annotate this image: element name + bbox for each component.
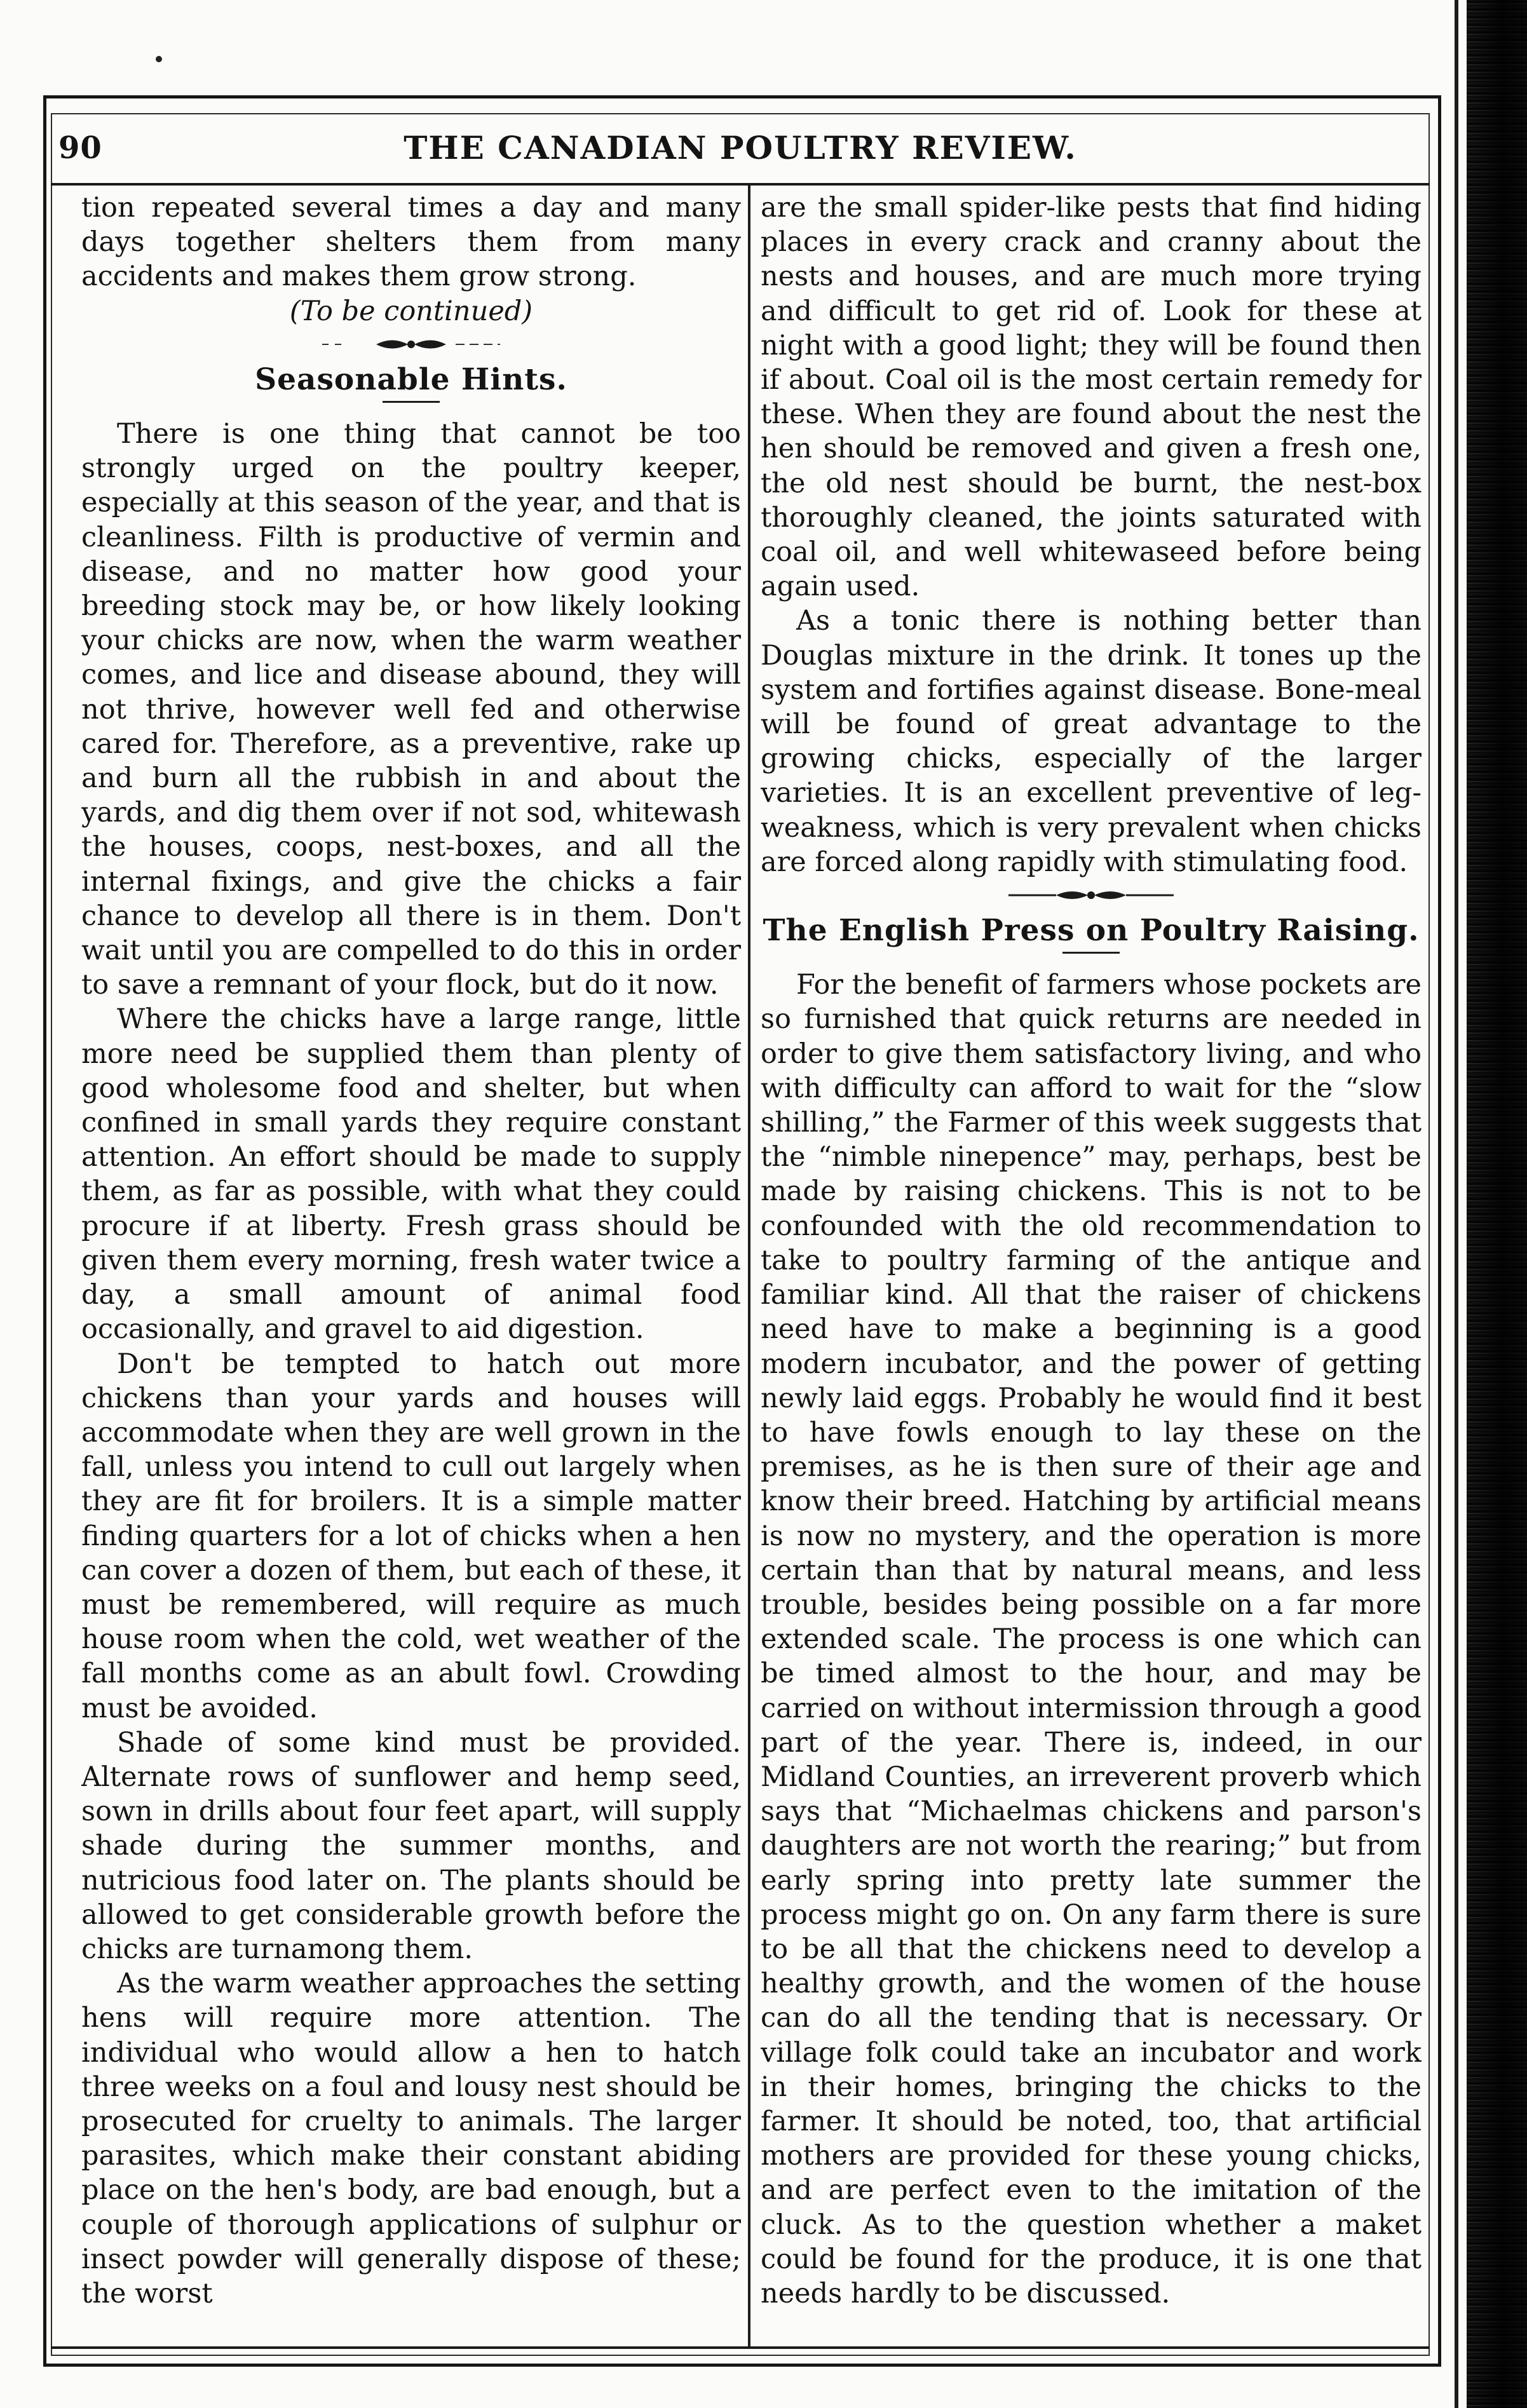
page-number: 90 [58,130,102,166]
running-title: THE CANADIAN POULTRY REVIEW. [404,129,1077,166]
page-header [51,118,1430,178]
section-heading-english-press: The English Press on Poultry Raising. [763,913,1420,949]
ink-speck [156,56,162,62]
paragraph: Don't be tempted to hatch out more chickens than your yards and houses will accommodate when they are well grown in the fall, unless you intend to cull out largely when they are fit for broilers. It is a simple matter finding quarters for a lot of chicks when a hen can cover a dozen of them, but each of these, it must be remembered, will require as much house room when the cold, wet weather of the fall months come as an abult fowl. Crowding must be avoided. [81,1348,741,1724]
paragraph: As the warm weather approaches the setting hens will require more attention. The individual who would allow a hen to hatch three weeks on a foul and lousy nest should be prosecuted for cruelty to animals. The larger parasites, which make their constant abiding place on the hen's body, are bad enough, but a couple of thorough applications of sulphur or insect powder will generally dispose of these; the worst [81,1968,741,2310]
header-rule [51,183,1430,186]
continued-note: (To be continued) [289,295,533,327]
continued-text: tion repeated several times a day and many days together shelters them from many accidents and makes them grow strong. [81,192,741,293]
column-divider [748,186,750,2349]
paragraph: Where the chicks have a large range, little more need be supplied them than plenty of good wholesome food and shelter, but when confined in small yards they require constant attention. An effort should be made to supply them, as far as possible, with what they could procure if at liberty. Fresh grass should be given them every morning, fresh water twice a day, a small amount of animal food occasionally, and gravel to aid digestion. [81,1003,741,1346]
footer-rule [51,2346,1430,2349]
paragraph: There is one thing that cannot be too strongly urged on the poultry keeper, especially at this season of the year, and that is cleanliness. Filth is productive of vermin and disease, and no matter how good your breeding stock may be, or how likely looking your chicks are now, when the warm weather comes, and lice and disease abound, they will not thrive, however well fed and otherwise cared for. Therefore, as a preventive, rake up and burn all the rubbish in and about the yards, and dig them over if not sod, whitewash the houses, coops, nest-boxes, and all the internal fixings, and give the chicks a fair chance to develop all there is in them. Don't wait until you are compelled to do this in order to save a remnant of your flock, but do it now. [81,418,741,1001]
paragraph: are the small spider-like pests that find hiding places in every crack and cranny about the nests and houses, and are much more trying and difficult to get rid of. Look for these at night with a good light; they will be found then if about. Coal oil is the most certain remedy for these. When they are found about the nest the hen should be removed and given a fresh one, the old nest should be burnt, the nest-box thoroughly cleaned, the joints saturated with coal oil, and well whitewaseed before being again used. [761,192,1422,603]
section-heading-seasonable-hints: Seasonable Hints. [255,362,567,397]
right-column [761,191,1422,2344]
ornament-divider [761,886,1422,907]
book-binding-edge [1467,0,1527,2408]
paragraph: As a tonic there is nothing better than Douglas mixture in the drink. It tones up the system and fortifies against disease. Bone-meal will be found of great advantage to the growing chicks, especially of the larger varieties. It is an excellent preventive of leg-weakness, which is very prevalent when chicks are forced along rapidly with stimulating food. [761,605,1422,878]
ornament-divider [81,335,741,356]
paragraph: Shade of some kind must be provided. Alternate rows of sunflower and hemp seed, sown in drills about four feet apart, will supply shade during the summer months, and nutricious food later on. The plants should be allowed to get considerable growth before the chicks are turnamong them. [81,1726,741,1965]
left-column [81,191,741,2344]
heading-rule [383,401,440,403]
paragraph: For the benefit of farmers whose pockets are so furnished that quick returns are needed in order to give them satisfactory living, and who with difficulty can afford to wait for the “slow shilling,” the Farmer of this week suggests that the “nimble ninepence” may, perhaps, best be made by raising chickens. This is not to be confounded with the old recommendation to take to poultry farming of the antique and familiar kind. All that the raiser of chickens need have to make a beginning is a good modern incubator, and the power of getting newly laid eggs. Probably he would find it best to have fowls enough to lay these on the premises, as he is then sure of their age and know their breed. Hatching by artificial means is now no mystery, and the operation is more certain than that by natural means, and less trouble, besides being possible on a far more extended scale. The process is one which can be timed almost to the hour, and may be carried on without intermission through a good part of the year. There is, indeed, in our Midland Counties, an irreverent proverb which says that “Michaelmas chickens and parson's daughters are not worth the rearing;” but from early spring into pretty late summer the process might go on. On any farm there is sure to be all that the chickens need to develop a healthy growth, and the women of the house can do all the tending that is necessary. Or village folk could take an incubator and work in their homes, bringing the chicks to the farmer. It should be noted, too, that artificial mothers are provided for these young chicks, and are perfect even to the imitation of the cluck. As to the question whether a maket could be found for the produce, it is one that needs hardly to be discussed. [761,969,1422,2310]
binding-edge-line [1455,0,1458,2408]
heading-rule [1062,952,1120,954]
